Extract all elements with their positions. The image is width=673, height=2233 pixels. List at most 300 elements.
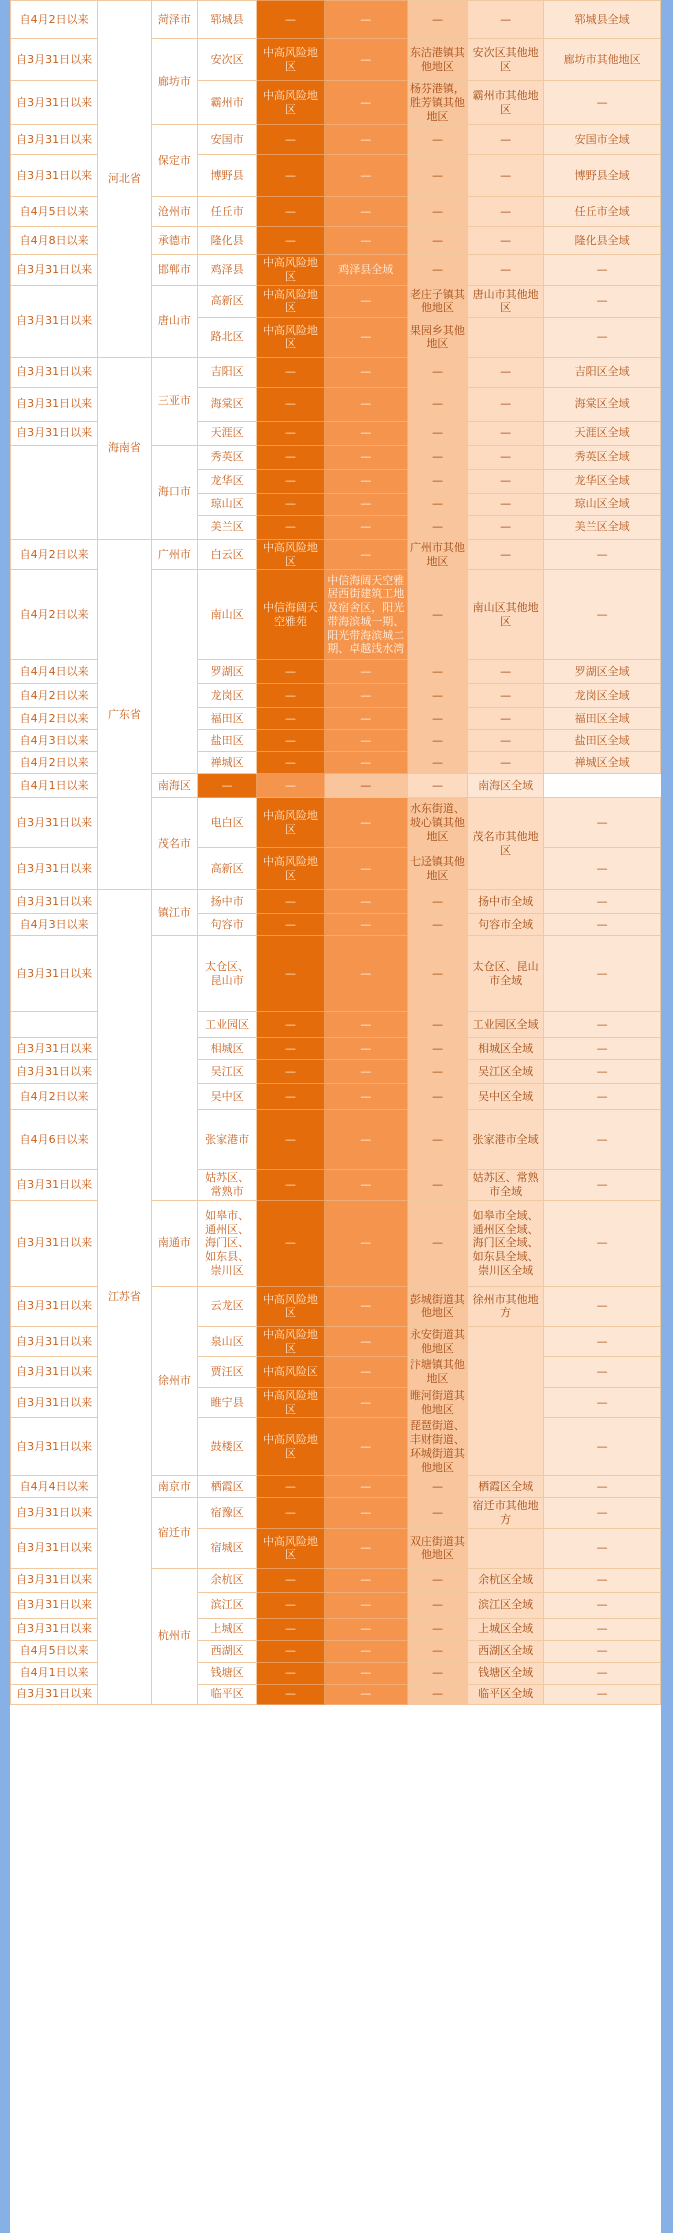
street-cell: — (407, 1038, 467, 1060)
risk-level-cell: — (257, 1110, 325, 1170)
other-area-cell: 张家港市全域 (468, 1110, 544, 1170)
full-area-cell: 天涯区全域 (544, 421, 661, 445)
district-cell: 工业园区 (198, 1012, 257, 1038)
street-cell: — (324, 774, 407, 798)
risk-level-cell: — (257, 421, 325, 445)
city-cell: 保定市 (151, 125, 197, 197)
risk-level-cell: — (257, 936, 325, 1012)
high-risk-area-cell: — (324, 1476, 407, 1498)
risk-level-cell: — (257, 684, 325, 708)
district-cell: 高新区 (198, 848, 257, 890)
risk-level-cell: — (198, 774, 257, 798)
other-area-cell: — (468, 730, 544, 752)
table-row (11, 539, 661, 570)
high-risk-area-cell: — (324, 1084, 407, 1110)
risk-level-cell: 中高风险地区 (257, 1326, 325, 1357)
date-cell: 自3月31日以来 (11, 936, 98, 1012)
high-risk-area-cell: — (324, 1200, 407, 1286)
date-cell: 自4月5日以来 (11, 197, 98, 227)
city-cell: 唐山市 (151, 285, 197, 357)
full-area-cell: 秀英区全域 (544, 445, 661, 469)
full-area-cell: — (544, 285, 661, 317)
date-cell: 自3月31日以来 (11, 1357, 98, 1388)
date-cell: 自4月2日以来 (11, 684, 98, 708)
street-cell: — (407, 155, 467, 197)
full-area-cell: 安国市全域 (544, 125, 661, 155)
high-risk-area-cell: — (324, 421, 407, 445)
date-cell: 自3月31日以来 (11, 357, 98, 387)
full-area-cell: — (544, 1084, 661, 1110)
other-area-cell: — (468, 125, 544, 155)
province-cell: 江苏省 (98, 890, 151, 1705)
province-cell: 河北省 (98, 1, 151, 358)
full-area-cell: — (544, 570, 661, 660)
high-risk-area-cell: — (324, 539, 407, 570)
full-area-cell: — (544, 1387, 661, 1418)
risk-level-cell: — (257, 660, 325, 684)
table-body (11, 1, 661, 1705)
full-area-cell: — (544, 1110, 661, 1170)
district-cell: 秀英区 (198, 445, 257, 469)
date-cell: 自4月3日以来 (11, 730, 98, 752)
high-risk-area-cell: — (257, 774, 325, 798)
date-cell: 自3月31日以来 (11, 255, 98, 286)
city-cell: 徐州市 (151, 1286, 197, 1476)
date-cell: 自4月2日以来 (11, 708, 98, 730)
risk-level-cell: — (257, 708, 325, 730)
city-cell: 邯郸市 (151, 255, 197, 286)
full-area-cell: — (544, 1528, 661, 1568)
other-area-cell (468, 1326, 544, 1476)
high-risk-area-cell: — (324, 1326, 407, 1357)
high-risk-area-cell: — (324, 387, 407, 421)
date-cell: 自3月31日以来 (11, 1170, 98, 1201)
district-cell: 贾汪区 (198, 1357, 257, 1388)
district-cell: 临平区 (198, 1684, 257, 1704)
city-cell: 海口市 (151, 445, 197, 539)
high-risk-area-cell: — (324, 1528, 407, 1568)
date-cell: 自3月31日以来 (11, 387, 98, 421)
high-risk-area-cell: — (324, 1110, 407, 1170)
other-area-cell: 姑苏区、常熟市全域 (468, 1170, 544, 1201)
district-cell: 扬中市 (198, 890, 257, 914)
province-cell: 海南省 (98, 357, 151, 539)
risk-level-cell: 中高风险地区 (257, 255, 325, 286)
other-area-cell: — (468, 493, 544, 515)
high-risk-area-cell: — (324, 1418, 407, 1476)
risk-level-cell: — (257, 1012, 325, 1038)
full-area-cell: — (544, 1684, 661, 1704)
district-cell: 罗湖区 (198, 660, 257, 684)
date-cell: 自3月31日以来 (11, 1528, 98, 1568)
high-risk-area-cell: — (324, 1387, 407, 1418)
full-area-cell: 禅城区全域 (544, 752, 661, 774)
risk-level-cell: — (257, 1640, 325, 1662)
street-cell: 七迳镇其他地区 (407, 848, 467, 890)
high-risk-area-cell: — (324, 890, 407, 914)
other-area-cell: — (407, 774, 467, 798)
street-cell: 彭城街道其他地区 (407, 1286, 467, 1326)
high-risk-area-cell: — (324, 125, 407, 155)
full-area-cell: 廊坊市其他地区 (544, 39, 661, 81)
high-risk-area-cell: — (324, 936, 407, 1012)
city-cell: 菏泽市 (151, 1, 197, 39)
date-cell: 自4月2日以来 (11, 570, 98, 660)
other-area-cell: 扬中市全域 (468, 890, 544, 914)
district-cell: 栖霞区 (198, 1476, 257, 1498)
district-cell: 安次区 (198, 39, 257, 81)
risk-level-cell: — (257, 890, 325, 914)
full-area-cell: 美兰区全域 (544, 515, 661, 539)
other-area-cell (468, 317, 544, 357)
risk-level-cell: — (257, 155, 325, 197)
city-cell: 廊坊市 (151, 39, 197, 125)
high-risk-area-cell: — (324, 660, 407, 684)
full-area-cell: — (544, 1568, 661, 1592)
full-area-cell: — (544, 798, 661, 848)
city-cell: 茂名市 (151, 798, 197, 890)
street-cell: 杨芬港镇，胜芳镇其他地区 (407, 81, 467, 125)
high-risk-area-cell: — (324, 1357, 407, 1388)
street-cell: — (407, 1684, 467, 1704)
date-cell: 自4月4日以来 (11, 660, 98, 684)
risk-level-cell: 中高风险地区 (257, 1286, 325, 1326)
full-area-cell: — (544, 1476, 661, 1498)
date-cell: 自3月31日以来 (11, 1200, 98, 1286)
full-area-cell: — (544, 1418, 661, 1476)
district-cell: 路北区 (198, 317, 257, 357)
date-cell: 自3月31日以来 (11, 155, 98, 197)
other-area-cell: 南山区其他地区 (468, 570, 544, 660)
other-area-cell: — (468, 469, 544, 493)
risk-level-cell: 中高风险地区 (257, 1528, 325, 1568)
district-cell: 吴江区 (198, 1060, 257, 1084)
high-risk-area-cell: — (324, 469, 407, 493)
other-area-cell: — (468, 255, 544, 286)
date-cell: 自4月5日以来 (11, 1640, 98, 1662)
high-risk-area-cell: — (324, 81, 407, 125)
full-area-cell: 龙岗区全域 (544, 684, 661, 708)
high-risk-area-cell: — (324, 1, 407, 39)
full-area-cell: — (544, 1012, 661, 1038)
district-cell: 滨江区 (198, 1592, 257, 1618)
risk-level-cell: 中高风险地区 (257, 848, 325, 890)
other-area-cell (468, 1528, 544, 1568)
high-risk-area-cell: — (324, 730, 407, 752)
date-cell: 自3月31日以来 (11, 285, 98, 357)
city-cell: 宿迁市 (151, 1498, 197, 1569)
date-cell: 自3月31日以来 (11, 39, 98, 81)
table-row (11, 1, 661, 39)
district-cell: 郓城县 (198, 1, 257, 39)
high-risk-area-cell: — (324, 1060, 407, 1084)
street-cell: — (407, 1662, 467, 1684)
high-risk-area-cell: — (324, 197, 407, 227)
district-cell: 钱塘区 (198, 1662, 257, 1684)
risk-area-table (10, 0, 661, 1705)
street-cell: — (407, 1060, 467, 1084)
other-area-cell: — (468, 539, 544, 570)
date-cell: 自4月8日以来 (11, 227, 98, 255)
street-cell: — (407, 1110, 467, 1170)
full-area-cell: — (544, 848, 661, 890)
risk-level-cell: — (257, 1568, 325, 1592)
risk-level-cell: 中高风险区 (257, 1357, 325, 1388)
other-area-cell: 滨江区全域 (468, 1592, 544, 1618)
other-area-cell: 徐州市其他地方 (468, 1286, 544, 1326)
high-risk-area-cell: — (324, 317, 407, 357)
street-cell: — (407, 1640, 467, 1662)
city-cell (151, 936, 197, 1201)
full-area-cell: — (544, 1060, 661, 1084)
district-cell: 太仓区、昆山市 (198, 936, 257, 1012)
other-area-cell: 宿迁市其他地方 (468, 1498, 544, 1529)
date-cell (11, 1012, 98, 1038)
risk-level-cell: — (257, 387, 325, 421)
full-area-cell: — (544, 317, 661, 357)
street-cell: — (407, 914, 467, 936)
street-cell: 琵琶街道、丰财街道、环城街道其他地区 (407, 1418, 467, 1476)
street-cell: — (407, 708, 467, 730)
full-area-cell: 海棠区全域 (544, 387, 661, 421)
other-area-cell: — (468, 660, 544, 684)
district-cell: 鼓楼区 (198, 1418, 257, 1476)
date-cell: 自4月1日以来 (11, 774, 98, 798)
full-area-cell: — (544, 936, 661, 1012)
date-cell: 自3月31日以来 (11, 1498, 98, 1529)
other-area-cell: — (468, 357, 544, 387)
full-area-cell: 罗湖区全域 (544, 660, 661, 684)
district-cell: 张家港市 (198, 1110, 257, 1170)
street-cell: — (407, 936, 467, 1012)
risk-level-cell: — (257, 1, 325, 39)
risk-level-cell: 中高风险地区 (257, 317, 325, 357)
district-cell: 西湖区 (198, 1640, 257, 1662)
district-cell: 白云区 (198, 539, 257, 570)
city-cell: 三亚市 (151, 357, 197, 445)
risk-level-cell: — (257, 730, 325, 752)
other-area-cell: — (468, 445, 544, 469)
high-risk-area-cell: — (324, 1498, 407, 1529)
full-area-cell: — (544, 914, 661, 936)
full-area-cell: — (544, 890, 661, 914)
street-cell: 老庄子镇其他地区 (407, 285, 467, 317)
date-cell: 自3月31日以来 (11, 848, 98, 890)
full-area-cell: 福田区全域 (544, 708, 661, 730)
street-cell: 永安街道其他地区 (407, 1326, 467, 1357)
risk-level-cell: — (257, 515, 325, 539)
date-cell: 自3月31日以来 (11, 1418, 98, 1476)
high-risk-area-cell: — (324, 357, 407, 387)
date-cell: 自4月6日以来 (11, 1110, 98, 1170)
full-area-cell: — (544, 1038, 661, 1060)
street-cell: — (407, 1592, 467, 1618)
district-cell: 如皋市、通州区、海门区、如东县、崇川区 (198, 1200, 257, 1286)
date-cell: 自3月31日以来 (11, 421, 98, 445)
street-cell: 广州市其他地区 (407, 539, 467, 570)
full-area-cell: — (544, 1170, 661, 1201)
street-cell: 睢河街道其他地区 (407, 1387, 467, 1418)
date-cell: 自4月2日以来 (11, 1084, 98, 1110)
district-cell: 隆化县 (198, 227, 257, 255)
other-area-cell: 霸州市其他地区 (468, 81, 544, 125)
high-risk-area-cell: — (324, 1662, 407, 1684)
risk-level-cell: — (257, 469, 325, 493)
city-cell: 镇江市 (151, 890, 197, 936)
high-risk-area-cell: — (324, 1640, 407, 1662)
risk-level-cell: — (257, 1662, 325, 1684)
other-area-cell: 栖霞区全域 (468, 1476, 544, 1498)
district-cell: 泉山区 (198, 1326, 257, 1357)
date-cell: 自4月3日以来 (11, 914, 98, 936)
full-area-cell: 任丘市全域 (544, 197, 661, 227)
risk-level-cell: 中信海阔天空雅苑 (257, 570, 325, 660)
other-area-cell: — (468, 387, 544, 421)
district-cell: 吉阳区 (198, 357, 257, 387)
street-cell: — (407, 255, 467, 286)
other-area-cell: — (468, 227, 544, 255)
street-cell: — (407, 469, 467, 493)
city-cell: 南通市 (151, 1200, 197, 1286)
risk-level-cell: — (257, 125, 325, 155)
district-cell: 安国市 (198, 125, 257, 155)
street-cell: — (407, 660, 467, 684)
high-risk-area-cell: — (324, 1568, 407, 1592)
date-cell: 自4月2日以来 (11, 752, 98, 774)
other-area-cell: 吴中区全域 (468, 1084, 544, 1110)
city-cell: 南京市 (151, 1476, 197, 1498)
city-cell: 杭州市 (151, 1568, 197, 1704)
district-cell: 上城区 (198, 1618, 257, 1640)
high-risk-area-cell: — (324, 1012, 407, 1038)
district-cell: 宿豫区 (198, 1498, 257, 1529)
date-cell: 自3月31日以来 (11, 798, 98, 848)
other-area-cell: 西湖区全域 (468, 1640, 544, 1662)
street-cell: — (407, 421, 467, 445)
street-cell: — (407, 445, 467, 469)
risk-level-cell: — (257, 1618, 325, 1640)
risk-level-cell: — (257, 493, 325, 515)
date-cell (11, 445, 98, 539)
full-area-cell: — (544, 1618, 661, 1640)
other-area-cell: 如皋市全域、通州区全域、海门区全域、如东县全域、崇川区全域 (468, 1200, 544, 1286)
city-cell: 沧州市 (151, 197, 197, 227)
full-area-cell: 隆化县全域 (544, 227, 661, 255)
district-cell: 高新区 (198, 285, 257, 317)
risk-level-cell: — (257, 1476, 325, 1498)
other-area-cell: 相城区全域 (468, 1038, 544, 1060)
high-risk-area-cell: 鸡泽县全域 (324, 255, 407, 286)
table-row (11, 890, 661, 914)
risk-level-cell: — (257, 1684, 325, 1704)
date-cell: 自4月1日以来 (11, 1662, 98, 1684)
document-frame (10, 0, 661, 2233)
district-cell: 姑苏区、常熟市 (198, 1170, 257, 1201)
high-risk-area-cell: — (324, 285, 407, 317)
risk-level-cell: 中高风险地区 (257, 81, 325, 125)
date-cell: 自3月31日以来 (11, 1326, 98, 1357)
high-risk-area-cell: — (324, 1170, 407, 1201)
district-cell: 美兰区 (198, 515, 257, 539)
risk-level-cell: — (257, 1060, 325, 1084)
full-area-cell: — (544, 1662, 661, 1684)
street-cell: — (407, 387, 467, 421)
district-cell: 博野县 (198, 155, 257, 197)
date-cell: 自4月4日以来 (11, 1476, 98, 1498)
risk-level-cell: 中高风险地区 (257, 798, 325, 848)
street-cell: — (407, 1170, 467, 1201)
other-area-cell: — (468, 708, 544, 730)
risk-level-cell: 中高风险地区 (257, 285, 325, 317)
risk-level-cell: — (257, 1498, 325, 1529)
risk-level-cell: 中高风险地区 (257, 539, 325, 570)
street-cell: — (407, 197, 467, 227)
other-area-cell: 工业园区全域 (468, 1012, 544, 1038)
date-cell: 自3月31日以来 (11, 1568, 98, 1592)
street-cell: — (407, 1568, 467, 1592)
risk-level-cell: — (257, 227, 325, 255)
street-cell: — (407, 570, 467, 660)
full-area-cell: — (544, 1592, 661, 1618)
street-cell: — (407, 1200, 467, 1286)
street-cell: — (407, 1498, 467, 1529)
full-area-cell: 吉阳区全域 (544, 357, 661, 387)
street-cell: — (407, 752, 467, 774)
high-risk-area-cell: — (324, 684, 407, 708)
risk-level-cell: — (257, 357, 325, 387)
risk-level-cell: — (257, 445, 325, 469)
district-cell: 禅城区 (198, 752, 257, 774)
date-cell: 自3月31日以来 (11, 890, 98, 914)
risk-level-cell: 中高风险地区 (257, 1418, 325, 1476)
high-risk-area-cell: — (324, 1684, 407, 1704)
risk-level-cell: — (257, 1084, 325, 1110)
date-cell: 自3月31日以来 (11, 1618, 98, 1640)
other-area-cell: — (468, 1, 544, 39)
district-cell: 天涯区 (198, 421, 257, 445)
street-cell: 汴塘镇其他地区 (407, 1357, 467, 1388)
city-cell: 广州市 (151, 539, 197, 570)
high-risk-area-cell: — (324, 227, 407, 255)
street-cell: 水东街道、坡心镇其他地区 (407, 798, 467, 848)
full-area-cell: — (544, 1286, 661, 1326)
other-area-cell: 太仓区、昆山市全域 (468, 936, 544, 1012)
date-cell: 自4月2日以来 (11, 539, 98, 570)
full-area-cell: — (544, 1357, 661, 1388)
district-cell: 南山区 (198, 570, 257, 660)
district-cell: 鸡泽县 (198, 255, 257, 286)
date-cell: 自3月31日以来 (11, 1684, 98, 1704)
district-cell: 福田区 (198, 708, 257, 730)
date-cell: 自3月31日以来 (11, 1060, 98, 1084)
full-area-cell: — (544, 1640, 661, 1662)
high-risk-area-cell: — (324, 848, 407, 890)
district-cell: 云龙区 (198, 1286, 257, 1326)
district-cell: 霸州市 (198, 81, 257, 125)
high-risk-area-cell: — (324, 752, 407, 774)
full-area-cell: — (544, 81, 661, 125)
street-cell: — (407, 730, 467, 752)
district-cell: 琼山区 (198, 493, 257, 515)
other-area-cell: — (468, 752, 544, 774)
high-risk-area-cell: — (324, 1286, 407, 1326)
date-cell: 自3月31日以来 (11, 1038, 98, 1060)
risk-level-cell: — (257, 752, 325, 774)
other-area-cell: — (468, 197, 544, 227)
street-cell: — (407, 1, 467, 39)
date-cell: 自3月31日以来 (11, 125, 98, 155)
risk-level-cell: — (257, 197, 325, 227)
